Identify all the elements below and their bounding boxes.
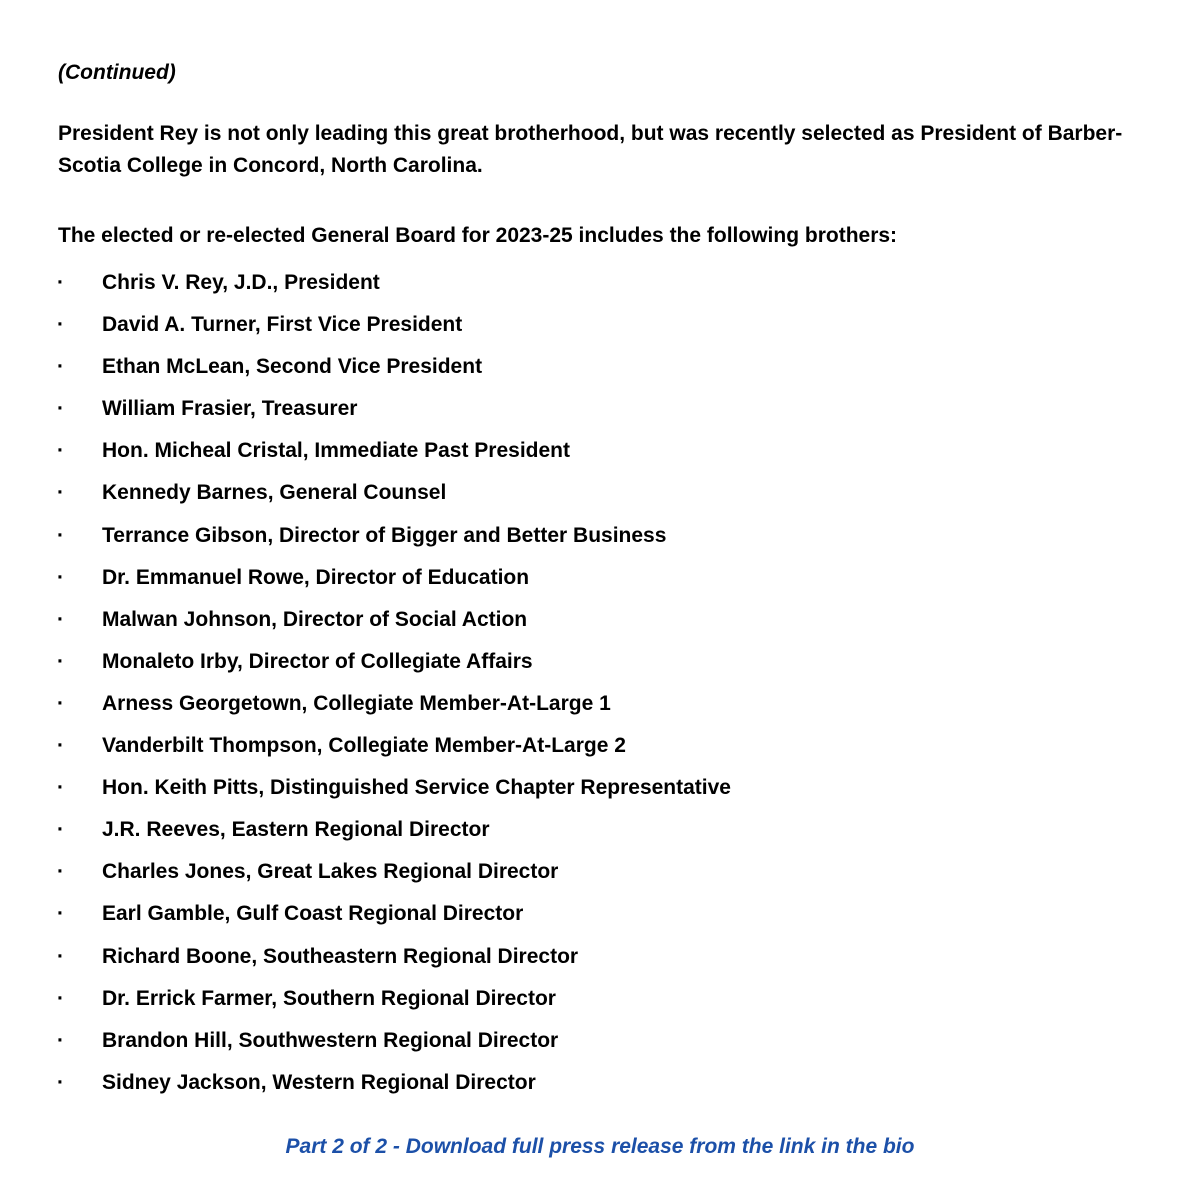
board-member-text: Arness Georgetown, Collegiate Member-At-Large 1 xyxy=(102,691,611,715)
footer-note: Part 2 of 2 - Download full press release from the link in the bio xyxy=(285,1135,915,1158)
board-member-item xyxy=(0,899,1200,941)
board-member-item xyxy=(0,984,1200,1026)
bullet-icon: · xyxy=(57,1070,64,1094)
bullet-icon: · xyxy=(57,523,64,547)
board-member-text: Dr. Errick Farmer, Southern Regional Director xyxy=(102,986,556,1010)
board-member-text: Richard Boone, Southeastern Regional Director xyxy=(102,944,579,968)
board-member-item xyxy=(0,689,1200,731)
board-member-item xyxy=(0,563,1200,605)
bullet-icon: · xyxy=(57,776,64,800)
bullet-icon: · xyxy=(57,902,64,926)
bullet-icon: · xyxy=(57,649,64,673)
board-member-text: J.R. Reeves, Eastern Regional Director xyxy=(102,818,490,842)
board-member-text: Dr. Emmanuel Rowe, Director of Education xyxy=(102,565,530,589)
board-member-text: Earl Gamble, Gulf Coast Regional Director xyxy=(102,902,524,926)
bullet-icon: · xyxy=(57,818,64,842)
continued-label: (Continued) xyxy=(58,61,176,84)
board-member-item xyxy=(0,731,1200,773)
board-member-item xyxy=(0,605,1200,647)
bullet-icon: · xyxy=(57,944,64,968)
board-member-text: Sidney Jackson, Western Regional Director xyxy=(102,1070,536,1094)
board-member-item xyxy=(0,815,1200,857)
board-member-text: Hon. Micheal Cristal, Immediate Past President xyxy=(102,439,570,463)
board-member-item xyxy=(0,394,1200,436)
board-member-list xyxy=(0,268,1200,1110)
board-member-item xyxy=(0,647,1200,689)
board-member-text: Kennedy Barnes, General Counsel xyxy=(102,481,447,505)
bullet-icon: · xyxy=(57,860,64,884)
board-member-text: Terrance Gibson, Director of Bigger and Better Business xyxy=(102,523,667,547)
board-member-text: Vanderbilt Thompson, Collegiate Member-At-Large 2 xyxy=(102,734,626,758)
board-member-item xyxy=(0,942,1200,984)
board-member-item xyxy=(0,478,1200,520)
bullet-icon: · xyxy=(57,481,64,505)
board-member-text: William Frasier, Treasurer xyxy=(102,397,358,421)
board-heading: The elected or re-elected General Board for 2023-25 includes the following brothers: xyxy=(58,224,898,247)
board-member-item xyxy=(0,1026,1200,1068)
board-member-item xyxy=(0,857,1200,899)
board-member-item xyxy=(0,1068,1200,1110)
bullet-icon: · xyxy=(57,439,64,463)
bullet-icon: · xyxy=(57,986,64,1010)
bullet-icon: · xyxy=(57,313,64,337)
board-member-item xyxy=(0,268,1200,310)
board-member-text: Charles Jones, Great Lakes Regional Director xyxy=(102,860,559,884)
board-member-item xyxy=(0,521,1200,563)
board-member-text: Malwan Johnson, Director of Social Action xyxy=(102,607,528,631)
bullet-icon: · xyxy=(57,565,64,589)
board-member-text: Hon. Keith Pitts, Distinguished Service Chapter Representative xyxy=(102,776,731,800)
board-member-text: Ethan McLean, Second Vice President xyxy=(102,355,483,379)
board-member-text: Monaleto Irby, Director of Collegiate Affairs xyxy=(102,649,533,673)
board-member-text: Chris V. Rey, J.D., President xyxy=(102,271,380,294)
board-member-text: David A. Turner, First Vice President xyxy=(102,313,463,337)
bullet-icon: · xyxy=(57,691,64,715)
intro-paragraph: President Rey is not only leading this great brotherhood, but was recently selected as President of Barber-Scotia College in Concord, North Carolina. xyxy=(58,122,1123,177)
board-member-item xyxy=(0,773,1200,815)
bullet-icon: · xyxy=(57,355,64,379)
board-member-item xyxy=(0,352,1200,394)
board-member-item xyxy=(0,436,1200,478)
bullet-icon: · xyxy=(57,397,64,421)
board-member-text: Brandon Hill, Southwestern Regional Director xyxy=(102,1028,559,1052)
bullet-icon: · xyxy=(57,607,64,631)
bullet-icon: · xyxy=(57,734,64,758)
bullet-icon: · xyxy=(57,1028,64,1052)
board-member-item xyxy=(0,310,1200,352)
bullet-icon: · xyxy=(57,271,64,294)
